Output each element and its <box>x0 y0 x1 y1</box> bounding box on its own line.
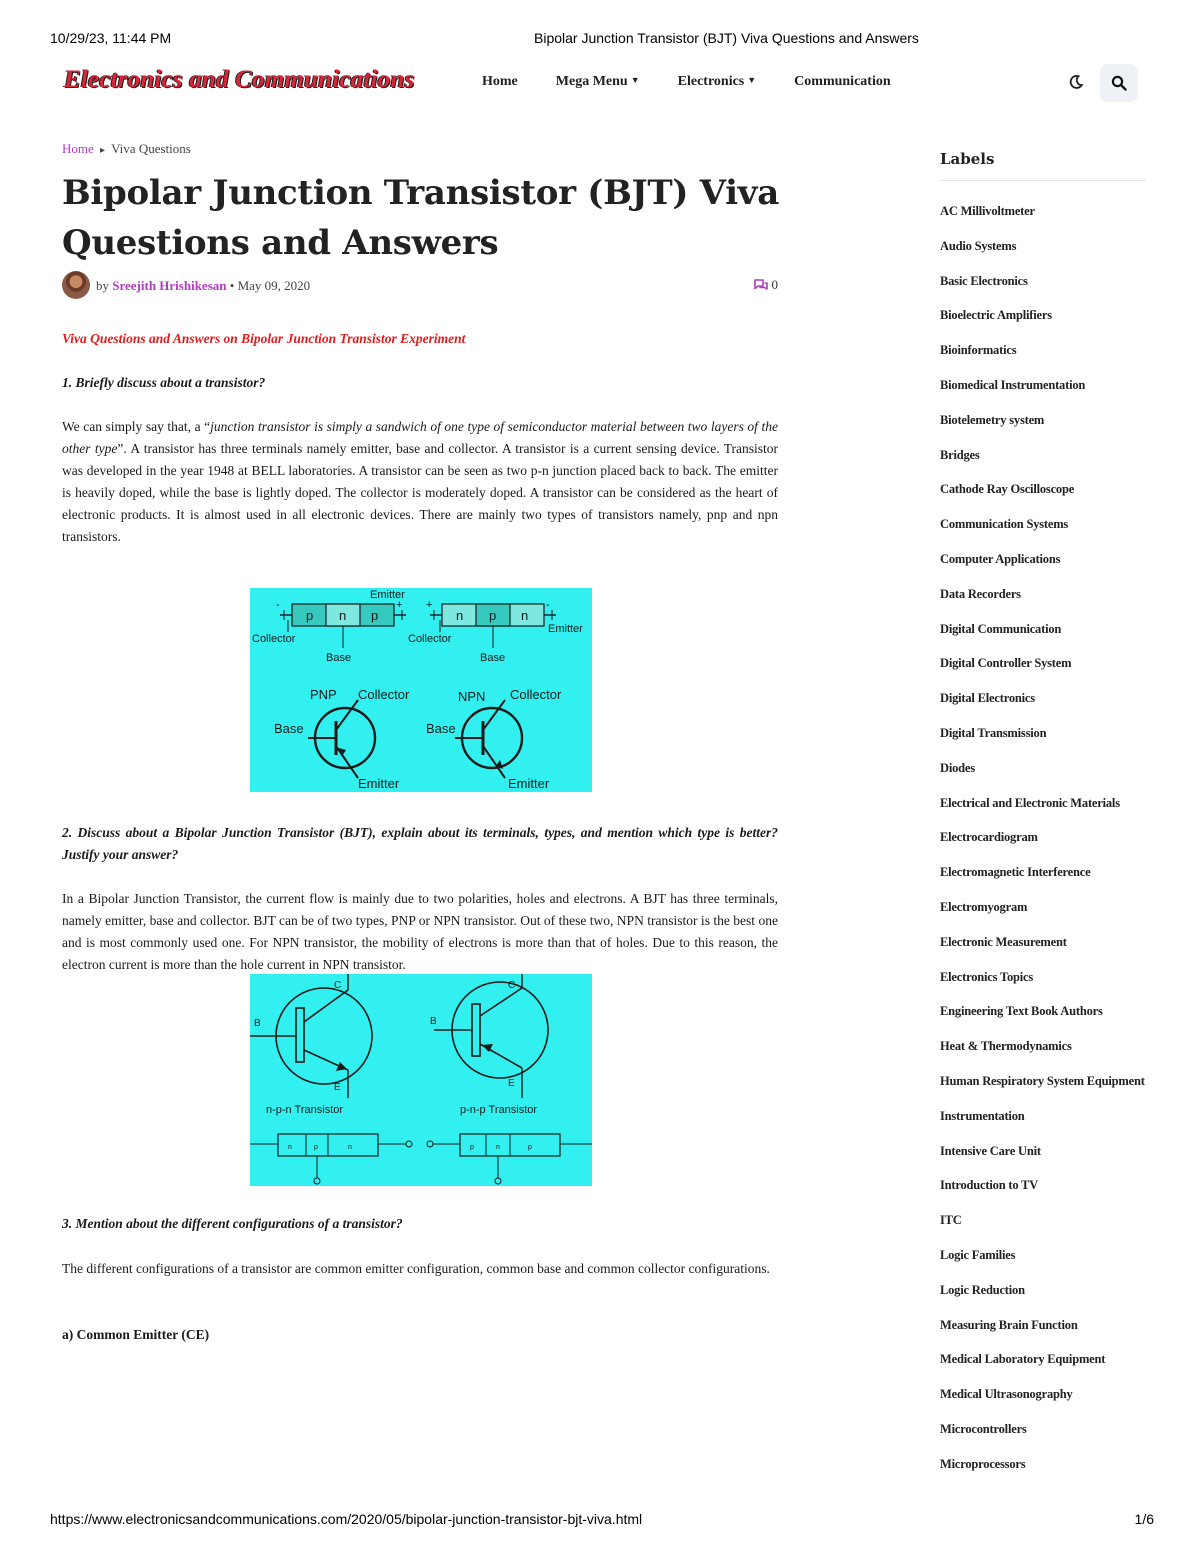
pnp-base-label: Base <box>326 652 352 664</box>
answer-1-quote: junction transistor is simply a sandwich of one type of semiconductor material between two layers of the other type <box>62 419 778 456</box>
nav-item-label: Home <box>482 74 518 89</box>
site-logo[interactable]: Electronics and Communications <box>64 66 415 93</box>
pnp-block-p1: p <box>470 1144 474 1151</box>
sidebar-label-link[interactable]: Microprocessors <box>940 1456 1026 1471</box>
site-navbar <box>62 62 1140 104</box>
by-text: by <box>96 278 109 293</box>
sidebar-label-link[interactable]: Computer Applications <box>940 551 1061 566</box>
avatar[interactable] <box>62 271 90 299</box>
sidebar-label-link[interactable]: Microcontrollers <box>940 1421 1027 1436</box>
nav-item-label: Mega Menu <box>555 74 628 89</box>
npn-caption: n-p-n Transistor <box>266 1104 344 1116</box>
npn-block-p: p <box>489 608 497 623</box>
pnp-symbol-collector: Collector <box>358 687 410 702</box>
npn-block-n1: n <box>288 1144 292 1151</box>
sidebar-label-link[interactable]: Basic Electronics <box>940 273 1028 288</box>
question-2: 2. Discuss about a Bipolar Junction Transistor (BJT), explain about its terminals, types, and mention which type is better? Justify your answer? <box>62 825 778 862</box>
sidebar-label-link[interactable]: Medical Ultrasonography <box>940 1387 1073 1402</box>
sidebar-heading: Labels <box>940 150 1146 181</box>
npn-block-p: p <box>314 1144 318 1151</box>
label-list <box>940 193 1146 1480</box>
transistor-symbols-figure <box>250 974 592 1186</box>
sidebar-label-link[interactable]: Data Recorders <box>940 586 1021 601</box>
print-footer <box>50 1511 1154 1529</box>
pnp-caption: p-n-p Transistor <box>460 1104 538 1116</box>
npn-plus: + <box>426 599 433 611</box>
pnp-symbol-base: Base <box>274 721 304 736</box>
comment-count: 0 <box>771 277 778 292</box>
sidebar-label-link[interactable]: Cathode Ray Oscilloscope <box>940 482 1075 497</box>
sidebar-label-link[interactable]: Diodes <box>940 760 975 775</box>
sidebar-label-link[interactable]: Bridges <box>940 447 980 462</box>
npn-collector-label: Collector <box>408 633 452 645</box>
npn-minus: - <box>546 599 550 611</box>
sidebar-label-link[interactable]: Bioelectric Amplifiers <box>940 308 1052 323</box>
npn-symbol-label: NPN <box>458 689 486 704</box>
print-datetime: 10/29/23, 11:44 PM <box>50 30 172 46</box>
sidebar-label-link[interactable]: Electrocardiogram <box>940 830 1038 845</box>
chevron-right-icon: ▸ <box>100 145 106 156</box>
sidebar-label-link[interactable]: Electronic Measurement <box>940 934 1067 949</box>
pnp-e-label: E <box>508 1078 515 1089</box>
breadcrumb <box>62 141 191 157</box>
comments-link[interactable] <box>753 277 779 293</box>
pnp-npn-structure-figure <box>250 588 592 792</box>
sidebar-label-link[interactable]: Human Respiratory System Equipment <box>940 1073 1145 1088</box>
answer-2: In a Bipolar Junction Transistor, the current flow is mainly due to two polarities, holes and electrons. A BJT has three terminals, namely emitter, base and collector. BJT can be of two types, PNP or NPN transistor. Out of these two, NPN transistor is the best one and is most commonly used one. For NPN transistor, the mobility of electrons is more than that of holes. Due to this reason, the electron current is more than the hole current in NPN transistor. <box>62 891 778 972</box>
pnp-c-label: C <box>508 980 516 991</box>
sidebar-label-link[interactable]: ITC <box>940 1213 962 1228</box>
sidebar-labels <box>940 150 1146 1480</box>
sidebar-label-link[interactable]: Instrumentation <box>940 1108 1025 1123</box>
breadcrumb-current: Viva Questions <box>111 141 191 156</box>
question-3: 3. Mention about the different configurations of a transistor? <box>62 1216 403 1231</box>
npn-c-label: C <box>334 980 342 991</box>
sidebar-label-link[interactable]: Medical Laboratory Equipment <box>940 1352 1106 1367</box>
pnp-block-p2: p <box>371 608 379 623</box>
sidebar-label-link[interactable]: Heat & Thermodynamics <box>940 1039 1072 1054</box>
search-icon <box>1111 75 1127 91</box>
answer-3: The different configurations of a transistor are common emitter configuration, common base and common collector configurations. <box>62 1261 770 1276</box>
sidebar-label-link[interactable]: Biotelemetry system <box>940 412 1045 427</box>
pnp-emitter-label: Emitter <box>370 589 405 601</box>
npn-symbol-base: Base <box>426 721 456 736</box>
sidebar-label-link[interactable]: Logic Families <box>940 1247 1016 1262</box>
chevron-down-icon: ▼ <box>630 75 640 85</box>
npn-base-label: Base <box>480 652 506 664</box>
print-url: https://www.electronicsandcommunications.com/2020/05/bipolar-junction-transistor-bjt-viva.html <box>50 1511 643 1527</box>
pnp-block-n: n <box>339 608 347 623</box>
pnp-symbol-label: PNP <box>310 687 337 702</box>
question-1: 1. Briefly discuss about a transistor? <box>62 375 266 390</box>
article-intro: Viva Questions and Answers on Bipolar Junction Transistor Experiment <box>62 331 466 346</box>
sidebar-label-link[interactable]: Digital Controller System <box>940 656 1072 671</box>
sidebar-label-link[interactable]: Electronics Topics <box>940 969 1034 984</box>
print-header <box>50 30 1154 48</box>
sidebar-label-link[interactable]: Biomedical Instrumentation <box>940 377 1086 392</box>
post-date: May 09, 2020 <box>237 278 311 293</box>
main-nav <box>482 74 929 90</box>
nav-item-electronics[interactable] <box>678 74 757 90</box>
pnp-block-n: n <box>496 1144 500 1151</box>
chevron-down-icon: ▼ <box>747 75 757 85</box>
sidebar-label-link[interactable]: Introduction to TV <box>940 1178 1039 1193</box>
sidebar-label-link[interactable]: Digital Electronics <box>940 691 1035 706</box>
sidebar-label-link[interactable]: Communication Systems <box>940 517 1069 532</box>
sidebar-label-link[interactable]: Bioinformatics <box>940 343 1017 358</box>
page-title: Bipolar Junction Transistor (BJT) Viva Questions and Answers <box>62 173 779 263</box>
pnp-block-p2: p <box>528 1144 532 1151</box>
search-button[interactable] <box>1100 64 1138 102</box>
meta-separator: • <box>229 278 235 293</box>
sidebar-label-link[interactable]: Audio Systems <box>940 238 1017 253</box>
npn-b-label: B <box>254 1018 261 1029</box>
nav-item-home[interactable] <box>482 74 518 90</box>
sidebar-label-link[interactable]: AC Millivoltmeter <box>940 204 1035 218</box>
npn-block-n2: n <box>521 608 529 623</box>
pnp-minus: - <box>276 599 280 611</box>
byline <box>96 278 310 294</box>
author-link[interactable]: Sreejith Hrishikesan <box>112 278 227 293</box>
npn-block-n2: n <box>348 1144 352 1151</box>
answer-1 <box>62 416 778 548</box>
pnp-b-label: B <box>430 1016 437 1027</box>
npn-block-n1: n <box>456 608 464 623</box>
comment-icon <box>753 278 769 292</box>
breadcrumb-home-link[interactable]: Home <box>62 141 94 156</box>
npn-emitter-label: Emitter <box>548 623 583 635</box>
sidebar-label-link[interactable]: Electromagnetic Interference <box>940 865 1091 880</box>
sidebar-label-link[interactable]: Intensive Care Unit <box>940 1143 1041 1158</box>
sidebar-label-link[interactable]: Electromyogram <box>940 899 1028 914</box>
sidebar-label-link[interactable]: Digital Communication <box>940 621 1062 636</box>
sidebar-label-link[interactable]: Logic Reduction <box>940 1282 1025 1297</box>
pnp-plus: + <box>396 599 403 611</box>
npn-symbol-collector: Collector <box>510 687 562 702</box>
nav-item-label: Communication <box>794 74 891 89</box>
nav-item-label: Electronics <box>677 74 745 89</box>
sidebar-label-link[interactable]: Measuring Brain Function <box>940 1317 1078 1332</box>
sidebar-label-link[interactable]: Engineering Text Book Authors <box>940 1004 1103 1019</box>
npn-e-label: E <box>334 1082 341 1093</box>
answer-1-prefix: We can simply say that, a “ <box>62 419 211 434</box>
subheading-common-emitter: a) Common Emitter (CE) <box>62 1327 210 1342</box>
answer-1-rest: ”. A transistor has three terminals namely emitter, base and collector. A transistor is a current sensing device. Transistor was developed in the year 1948 at BELL laboratories. A transistor can be seen as two p-n junction placed back to back. The emitter is heavily doped, while the base is lightly doped. The collector is moderately doped. A transistor can be considered as the heart of electronic products. It is almost used in all electronic devices. There are mainly two types of transistors namely, pnp and npn transistors. <box>62 441 779 544</box>
pnp-block-p1: p <box>306 608 314 623</box>
moon-icon[interactable] <box>1068 74 1084 90</box>
nav-item-communication[interactable] <box>794 74 890 90</box>
sidebar-label-link[interactable]: Electrical and Electronic Materials <box>940 795 1120 810</box>
post-meta <box>62 271 778 301</box>
npn-symbol-emitter: Emitter <box>508 776 550 791</box>
print-page-number: 1/6 <box>1134 1511 1154 1527</box>
print-doc-title: Bipolar Junction Transistor (BJT) Viva Questions and Answers <box>534 30 919 46</box>
nav-item-mega-menu[interactable] <box>556 74 640 90</box>
pnp-collector-label: Collector <box>252 633 296 645</box>
sidebar-label-link[interactable]: Digital Transmission <box>940 725 1047 740</box>
pnp-symbol-emitter: Emitter <box>358 776 400 791</box>
